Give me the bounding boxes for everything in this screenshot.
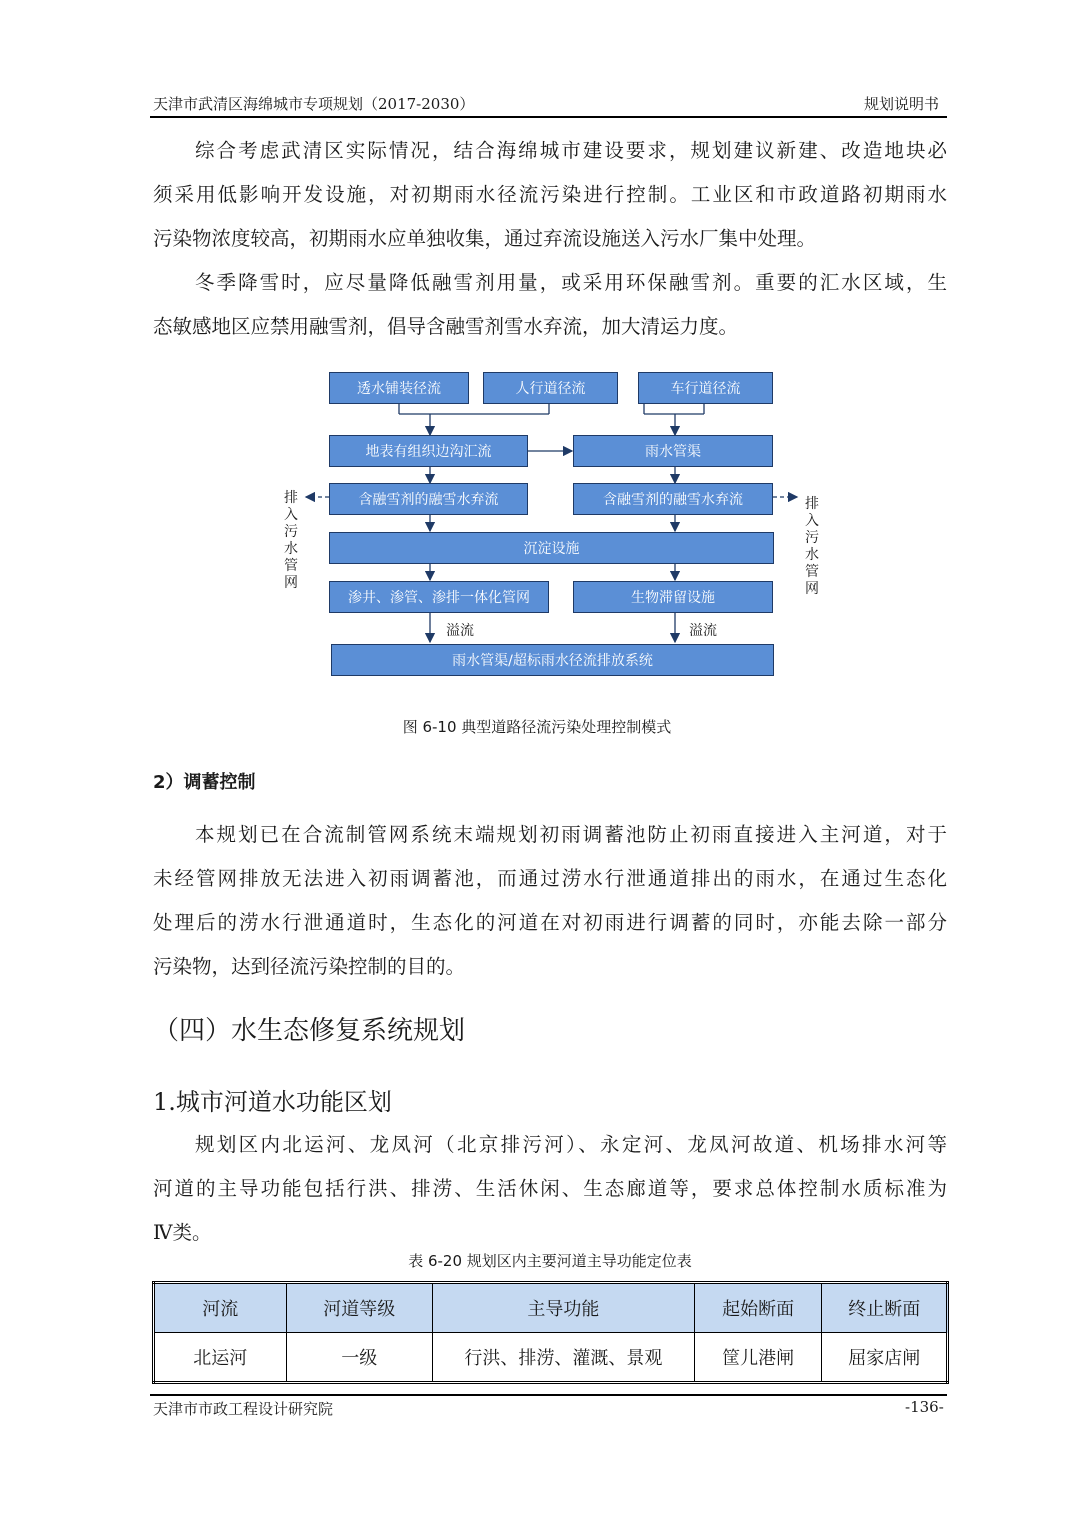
paragraph-line: 未经管网排放无法进入初雨调蓄池，而通过涝水行泄通道排出的雨水，在通过生态化 — [153, 867, 947, 890]
label-overflow-left: 溢流 — [446, 623, 474, 639]
table-cell: 北运河 — [154, 1333, 287, 1383]
table-cell: 筐儿港闸 — [694, 1333, 822, 1383]
paragraph-line: 须采用低影响开发设施，对初期雨水径流污染进行控制。工业区和市政道路初期雨水 — [153, 183, 947, 206]
label-to-sewer-right — [802, 496, 822, 598]
river-function-table — [152, 1281, 949, 1384]
table-cell: 一级 — [286, 1333, 432, 1383]
paragraph-line: 规划区内北运河、龙凤河（北京排污河）、永定河、龙凤河故道、机场排水河等 — [195, 1133, 947, 1156]
box-snowmelt-diversion-right: 含融雪剂的融雪水弃流 — [573, 483, 773, 515]
table-header-cell: 终止断面 — [822, 1283, 948, 1333]
table-header-cell: 河道等级 — [286, 1283, 432, 1333]
box-sidewalk-runoff: 人行道径流 — [483, 372, 618, 404]
page-number: -136- — [905, 1398, 944, 1416]
paragraph-line: 河道的主导功能包括行洪、排涝、生活休闲、生态廊道等，要求总体控制水质标准为 — [153, 1177, 947, 1200]
paragraph-line: 污染物浓度较高，初期雨水应单独收集，通过弃流设施送入污水厂集中处理。 — [153, 227, 817, 250]
table-header-cell: 起始断面 — [694, 1283, 822, 1333]
table-header-cell: 河流 — [154, 1283, 287, 1333]
paragraph-line: 处理后的涝水行泄通道时，生态化的河道在对初雨进行调蓄的同时，亦能去除一部分 — [153, 911, 947, 934]
vertical-char: 排 — [805, 496, 819, 512]
label-overflow-right: 溢流 — [689, 623, 717, 639]
paragraph-4 — [153, 1123, 947, 1255]
table-cell: 行洪、排涝、灌溉、景观 — [432, 1333, 694, 1383]
box-rain-pipe: 雨水管渠 — [573, 435, 773, 467]
figure-caption: 图 6-10 典型道路径流污染处理控制模式 — [402, 718, 672, 736]
vertical-char: 网 — [284, 575, 298, 591]
vertical-char: 管 — [805, 564, 819, 580]
subheading-storage-control: 2）调蓄控制 — [153, 772, 256, 793]
paragraph-3 — [153, 813, 947, 989]
subheading-river-function: 1.城市河道水功能区划 — [153, 1088, 392, 1116]
header-doc-type: 规划说明书 — [864, 95, 940, 113]
vertical-char: 入 — [284, 507, 298, 523]
label-to-sewer-left — [281, 490, 301, 592]
vertical-char: 排 — [284, 490, 298, 506]
vertical-char: 水 — [805, 547, 819, 563]
footer-rule — [150, 1394, 947, 1396]
vertical-char: 入 — [805, 513, 819, 529]
paragraph-line: 本规划已在合流制管网系统末端规划初雨调蓄池防止初雨直接进入主河道，对于 — [195, 823, 947, 846]
section-heading: （四）水生态修复系统规划 — [153, 1016, 466, 1046]
vertical-char: 污 — [284, 524, 298, 540]
vertical-char: 污 — [805, 530, 819, 546]
box-snowmelt-diversion-left: 含融雪剂的融雪水弃流 — [329, 483, 528, 515]
vertical-char: 管 — [284, 558, 298, 574]
box-bioretention: 生物滞留设施 — [573, 581, 773, 613]
table-header-row — [154, 1283, 948, 1333]
paragraph-line: 综合考虑武清区实际情况，结合海绵城市建设要求，规划建议新建、改造地块必 — [195, 139, 947, 162]
paragraph-line: 冬季降雪时，应尽量降低融雪剂用量，或采用环保融雪剂。重要的汇水区域，生 — [195, 271, 947, 294]
table-header-cell: 主导功能 — [432, 1283, 694, 1333]
table-row — [154, 1333, 948, 1383]
paragraph-line: 态敏感地区应禁用融雪剂，倡导含融雪剂雪水弃流，加大清运力度。 — [153, 315, 739, 338]
table-cell: 屈家店闸 — [822, 1333, 948, 1383]
box-sedimentation: 沉淀设施 — [329, 532, 774, 564]
paragraph-line: 污染物，达到径流污染控制的目的。 — [153, 955, 466, 978]
box-discharge-system: 雨水管渠/超标雨水径流排放系统 — [331, 644, 774, 676]
table-caption: 表 6-20 规划区内主要河道主导功能定位表 — [408, 1252, 692, 1270]
paragraph-line: Ⅳ类。 — [153, 1221, 212, 1244]
header-title: 天津市武清区海绵城市专项规划（2017-2030） — [153, 95, 475, 113]
box-permeable-paving-runoff: 透水铺装径流 — [329, 372, 469, 404]
box-surface-ditch-flow: 地表有组织边沟汇流 — [329, 435, 528, 467]
box-infiltration-network: 渗井、渗管、渗排一体化管网 — [329, 581, 549, 613]
vertical-char: 网 — [805, 581, 819, 597]
footer-organization: 天津市市政工程设计研究院 — [153, 1400, 334, 1418]
vertical-char: 水 — [284, 541, 298, 557]
box-roadway-runoff: 车行道径流 — [638, 372, 773, 404]
